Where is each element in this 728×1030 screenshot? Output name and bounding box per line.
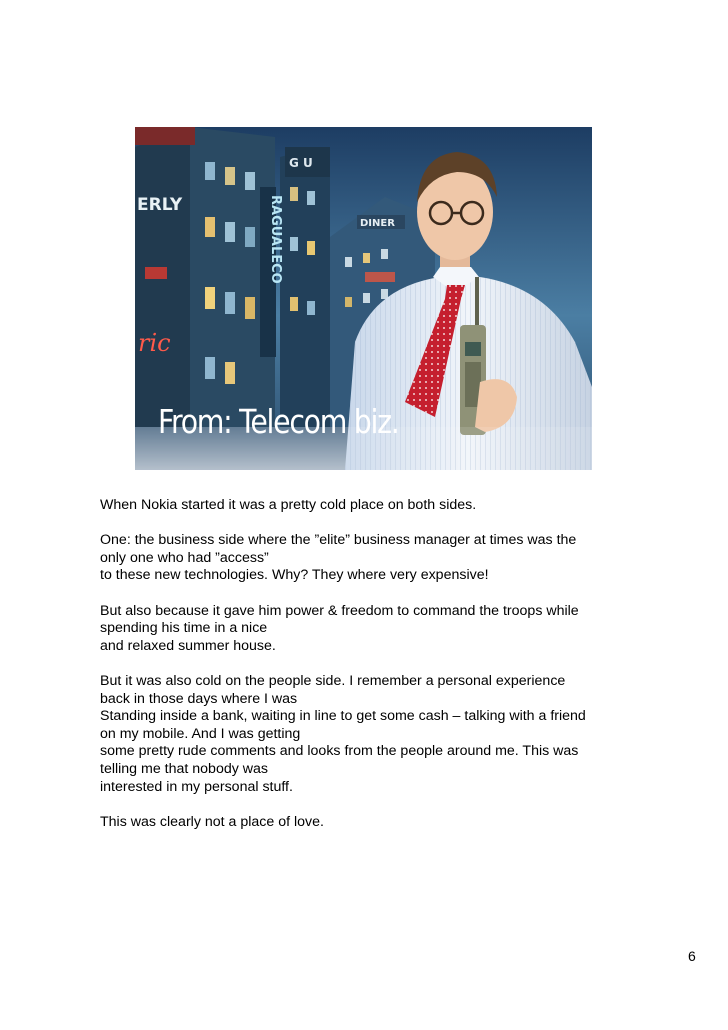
vertical-sign: RAGUALECO xyxy=(268,195,283,284)
page-number: 6 xyxy=(688,948,696,964)
notes-line: When Nokia started it was a pretty cold place on both sides. xyxy=(100,497,477,513)
notes-line: One: the business side where the ”elite” business manager at times was the xyxy=(100,532,577,549)
notes-line: to these new technologies. Why? They where very expensive! xyxy=(100,567,489,584)
svg-text:G U: G U xyxy=(289,156,313,170)
slide-title: From: Telecom biz. xyxy=(158,402,399,441)
notes-paragraph xyxy=(100,603,660,656)
erly-sign: ERLY xyxy=(137,195,183,215)
notes-line: some pretty rude comments and looks from the people around me. This was xyxy=(100,743,579,760)
diner-sign: DINER xyxy=(360,218,395,229)
notes-line: But it was also cold on the people side. I remember a personal experience xyxy=(100,672,566,689)
notes-paragraph xyxy=(100,673,660,796)
speaker-notes xyxy=(100,497,660,849)
notes-line: only one who had ”access” xyxy=(100,549,269,566)
notes-line: Standing inside a bank, waiting in line to get some cash – talking with a friend xyxy=(100,708,586,725)
notes-line: But also because it gave him power & freedom to command the troops while xyxy=(100,602,579,619)
notes-paragraph xyxy=(100,532,660,585)
notes-line: on my mobile. And I was getting xyxy=(100,725,301,742)
neon-sign: ric xyxy=(138,329,171,357)
notes-paragraph xyxy=(100,497,660,515)
notes-paragraph xyxy=(100,814,660,832)
notes-line: and relaxed summer house. xyxy=(100,637,276,654)
notes-line: This was clearly not a place of love. xyxy=(100,813,324,830)
notes-line: back in those days where I was xyxy=(100,690,298,707)
notes-line: spending his time in a nice xyxy=(100,620,268,637)
notes-line: telling me that nobody was xyxy=(100,760,268,777)
notes-line: interested in my personal stuff. xyxy=(100,778,293,795)
